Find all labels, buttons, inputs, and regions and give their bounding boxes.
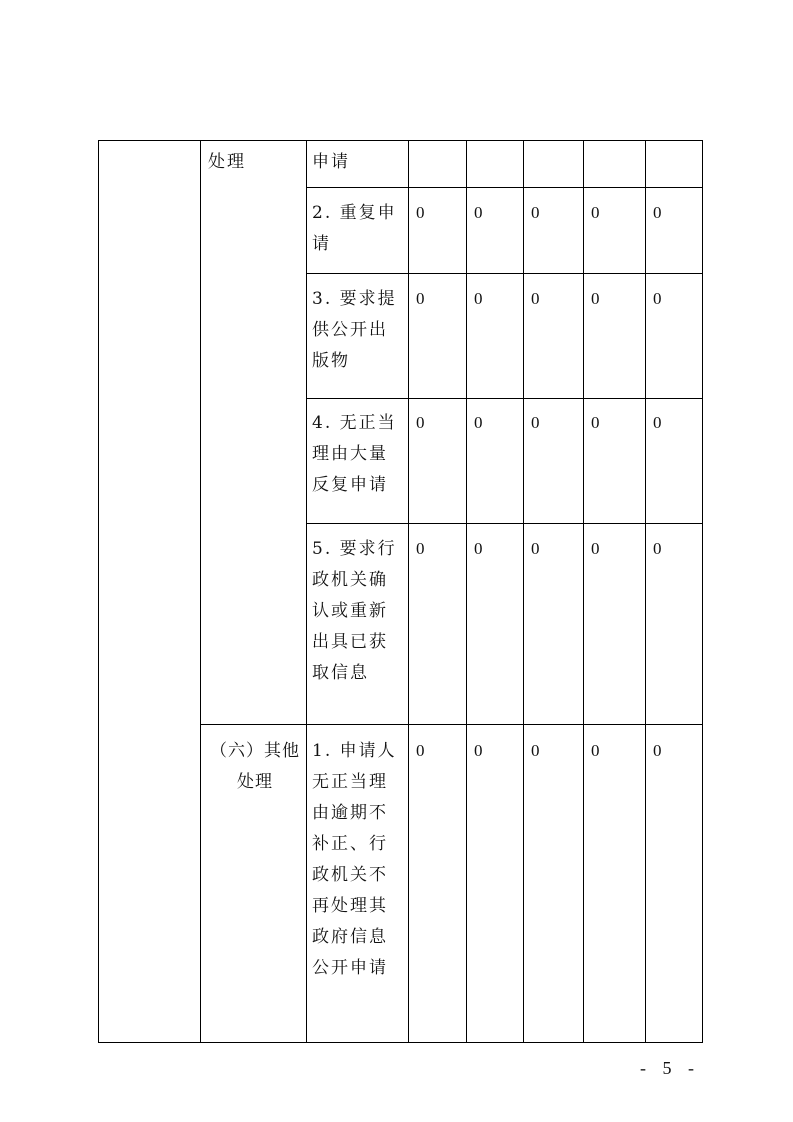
value-cell: 0	[416, 539, 425, 558]
value-cell: 0	[531, 741, 540, 760]
value-cell: 0	[474, 539, 483, 558]
disclosure-statistics-table	[98, 140, 703, 1043]
value-cell: 0	[531, 289, 540, 308]
col-divider-2	[306, 140, 307, 1043]
value-cell: 0	[474, 413, 483, 432]
value-cell: 0	[416, 413, 425, 432]
value-cell: 0	[653, 413, 662, 432]
row-label-repeated-application: 2. 重复申请	[312, 203, 397, 254]
row-label-overdue-no-correction: 1. 申请人无正当理由逾期不补正、行政机关不再处理其政府信息公开申请	[312, 741, 397, 978]
col-divider-5	[523, 140, 524, 1043]
value-cell: 0	[416, 203, 425, 222]
value-cell: 0	[531, 203, 540, 222]
value-cell: 0	[474, 741, 483, 760]
value-cell: 0	[591, 539, 600, 558]
value-cell: 0	[474, 289, 483, 308]
section-six-label: （六）其他处理	[210, 741, 300, 792]
col-divider-6	[583, 140, 584, 1043]
value-cell: 0	[531, 539, 540, 558]
value-cell: 0	[653, 203, 662, 222]
row-divider-5	[200, 724, 703, 725]
row-label-application-continued: 申请	[312, 152, 350, 172]
col-divider-3	[408, 140, 409, 1043]
value-cell: 0	[416, 741, 425, 760]
row-divider-2	[306, 273, 703, 274]
value-cell: 0	[591, 741, 600, 760]
value-cell: 0	[591, 289, 600, 308]
row-label-unreasonable-repeated: 4. 无正当理由大量反复申请	[312, 413, 397, 495]
value-cell: 0	[474, 203, 483, 222]
table-border-right	[702, 140, 703, 1043]
table-border-top	[98, 140, 703, 141]
row-label-confirm-or-reissue: 5. 要求行政机关确认或重新出具已获取信息	[312, 539, 397, 683]
value-cell: 0	[653, 741, 662, 760]
value-cell: 0	[653, 289, 662, 308]
value-cell: 0	[531, 413, 540, 432]
row-label-request-publications: 3. 要求提供公开出版物	[312, 289, 397, 371]
row-divider-1	[306, 187, 703, 188]
col-divider-1	[200, 140, 201, 1043]
row-divider-4	[306, 523, 703, 524]
table-border-left	[98, 140, 99, 1043]
col-divider-7	[645, 140, 646, 1043]
page-number: - 5 -	[640, 1058, 700, 1078]
col-divider-4	[466, 140, 467, 1043]
row-divider-3	[306, 398, 703, 399]
value-cell: 0	[653, 539, 662, 558]
value-cell: 0	[591, 413, 600, 432]
section-label-continued: 处理	[208, 152, 246, 172]
value-cell: 0	[591, 203, 600, 222]
value-cell: 0	[416, 289, 425, 308]
table-border-bottom	[98, 1042, 703, 1043]
